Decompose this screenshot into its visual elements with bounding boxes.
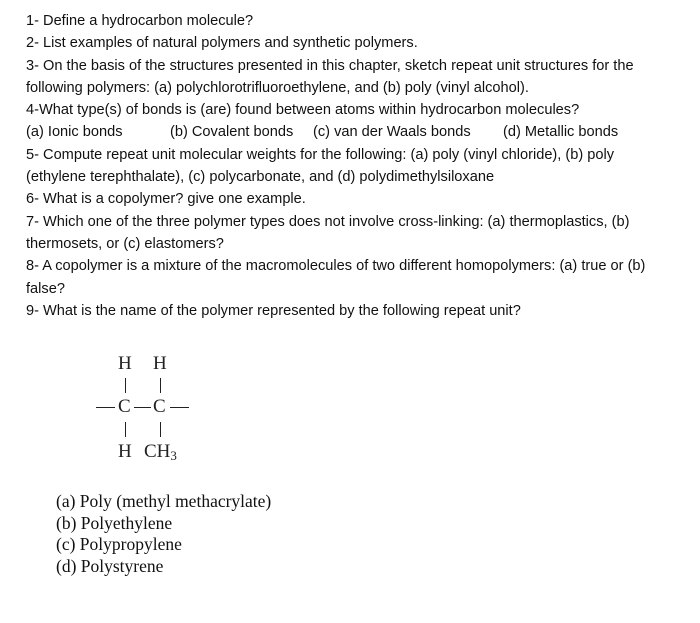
question-4-option-c: (c) van der Waals bonds [313, 124, 471, 141]
bond-left-end [96, 407, 115, 408]
question-3-line-2: following polymers: (a) polychlorotrifluoroethylene, and (b) poly (vinyl alcohol). [26, 79, 529, 96]
question-4-options [26, 121, 686, 143]
question-2: 2- List examples of natural polymers and synthetic polymers. [26, 35, 418, 52]
question-4-option-a: (a) Ionic bonds [26, 124, 123, 141]
answer-choices [56, 491, 271, 578]
question-4-option-b: (b) Covalent bonds [170, 124, 294, 141]
question-5-line-2: (ethylene terephthalate), (c) polycarbonate, and (d) polydimethylsiloxane [26, 169, 495, 186]
question-4: 4-What type(s) of bonds is (are) found between atoms within hydrocarbon molecules? [26, 102, 580, 119]
methyl-group-main: CH [144, 441, 171, 462]
hydrogen-bottom-left: H [118, 441, 132, 462]
methyl-group-subscript: 3 [170, 448, 177, 463]
repeat-unit-structure [90, 352, 220, 467]
bond-carbon-carbon [134, 407, 151, 408]
question-7-line-1: 7- Which one of the three polymer types does not involve cross-linking: (a) thermoplastics, (b) [26, 213, 630, 230]
question-8-line-1: 8- A copolymer is a mixture of the macromolecules of two different homopolymers: (a) true or (b) [26, 258, 646, 275]
question-1: 1- Define a hydrocarbon molecule? [26, 13, 254, 29]
hydrogen-top-left: H [118, 353, 132, 374]
question-9: 9- What is the name of the polymer represented by the following repeat unit? [26, 302, 521, 319]
question-3-line-1: 3- On the basis of the structures presented in this chapter, sketch repeat unit structures for the [26, 57, 634, 74]
hydrogen-top-right: H [153, 353, 167, 374]
answer-option-a: (a) Poly (methyl methacrylate) [56, 491, 272, 511]
bond-top-left [125, 378, 126, 393]
question-4-option-d: (d) Metallic bonds [503, 124, 619, 141]
methyl-group [144, 442, 177, 462]
question-6: 6- What is a copolymer? give one example. [26, 191, 306, 208]
answer-option-c: (c) Polypropylene [56, 534, 182, 555]
bond-right-end [170, 407, 189, 408]
question-5-line-1: 5- Compute repeat unit molecular weights for the following: (a) poly (vinyl chloride), (b) poly [26, 146, 615, 163]
bond-bottom-left [125, 422, 126, 437]
carbon-right: C [153, 396, 166, 417]
question-list [26, 10, 686, 322]
carbon-left: C [118, 396, 131, 417]
answer-option-b: (b) Polyethylene [56, 512, 173, 533]
answer-option-d: (d) Polystyrene [56, 556, 164, 577]
question-7-line-2: thermosets, or (c) elastomers? [26, 235, 224, 252]
bond-bottom-right [160, 422, 161, 437]
question-8-line-2: false? [26, 280, 65, 297]
bond-top-right [160, 378, 161, 393]
